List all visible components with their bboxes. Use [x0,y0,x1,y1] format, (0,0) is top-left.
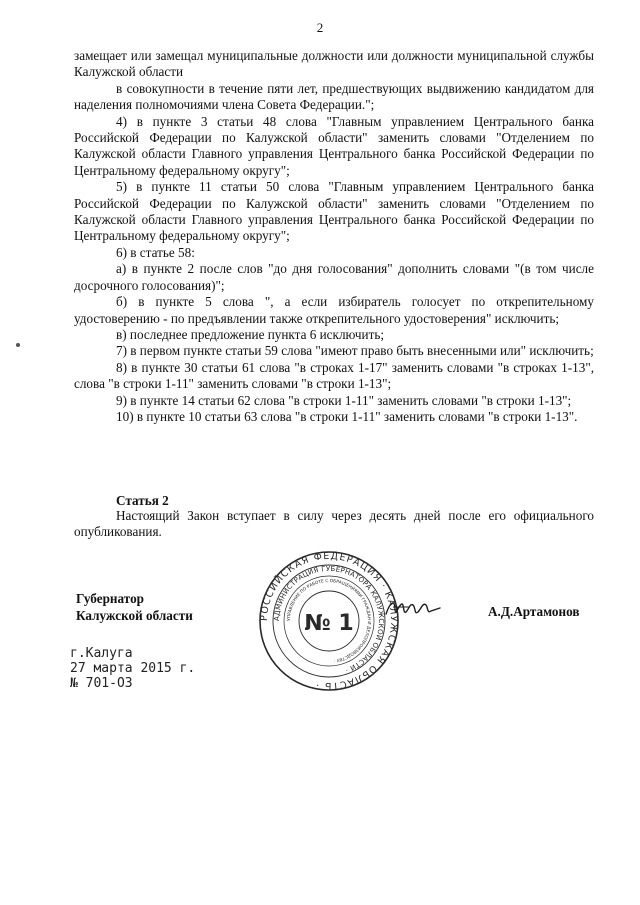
paragraph: в совокупности в течение пяти лет, предшествующих выдвижению кандидатом для наделения полномочиями члена Совета Федерации."; [74,80,594,113]
paragraph: 7) в первом пункте статьи 59 слова "имеют право быть внесенными или" исключить; [116,343,594,359]
signatory-title [76,590,193,624]
signatory-title-line2: Калужской области [76,608,193,623]
article-heading: Статья 2 [116,493,169,508]
date: 27 марта 2015 г. [70,661,196,676]
seal-inner-text: УПРАВЛЕНИЕ ПО РАБОТЕ С ОБРАЩЕНИЯМИ ГРАЖДАН И ДЕЛОПРОИЗВОДСТВУ · [286,578,372,663]
paragraph: а) в пункте 2 после слов "до дня голосования" дополнить словами "(в том числе досрочного голосования)"; [74,261,594,293]
paragraph: 8) в пункте 30 статьи 61 слова "в строках 1-17" заменить словами "в строках 1-13", слова "в строки 1-11" заменить словами "в строки 1-13"; [74,359,594,392]
paragraph: замещает или замещал муниципальные должности или должности муниципальной службы Калужской области [74,48,594,80]
article-body [74,508,594,541]
signatory-title-line1: Губернатор [76,591,144,606]
place-date-block [70,646,195,691]
article-text: Настоящий Закон вступает в силу через десять дней после его официального опубликования. [74,508,594,540]
paragraph: б) в пункте 5 слова ", а если избиратель голосует по открепительному удостоверению - по предъявлении также открепительного удостоверения" исключить; [74,294,594,326]
law-number: № 701-ОЗ [70,676,133,691]
paragraph: 5) в пункте 11 статьи 50 слова "Главным управлением Центрального банка Российской Федерации по Калужской области" заменить словами "Отделением по Калужской области Главного управления Центрального банка Российской Федерации по Центральному федеральному округу"; [74,179,594,244]
paragraph: 4) в пункте 3 статьи 48 слова "Главным управлением Центрального банка Российской Федерации по Калужской области" заменить словами "Отделением по Калужской области Главного управления Центрального банка Российской Федерации по Центральному федеральному округу"; [74,113,594,178]
paragraph: 6) в статье 58: [116,244,195,260]
paragraph: 10) в пункте 10 статьи 63 слова "в строки 1-11" заменить словами "в строки 1-13". [116,408,578,424]
signatory-name: А.Д.Артамонов [488,604,580,619]
place: г.Калуга [70,646,133,661]
page-number: 2 [316,20,324,35]
margin-mark [16,343,20,347]
document-body [74,48,594,425]
official-seal [258,550,400,692]
seal-outer-text: РОССИЙСКАЯ ФЕДЕРАЦИЯ · КАЛУЖСКАЯ ОБЛАСТЬ · [258,550,400,692]
paragraph: 9) в пункте 14 статьи 62 слова "в строки 1-11" заменить словами "в строки 1-13"; [116,392,572,408]
paragraph: в) последнее предложение пункта 6 исключить; [116,326,385,342]
handwritten-signature [383,596,443,620]
seal-center-number: № 1 [304,611,354,636]
seal-middle-text: АДМИНИСТРАЦИЯ ГУБЕРНАТОРА КАЛУЖСКОЙ ОБЛАСТИ · [272,564,386,675]
